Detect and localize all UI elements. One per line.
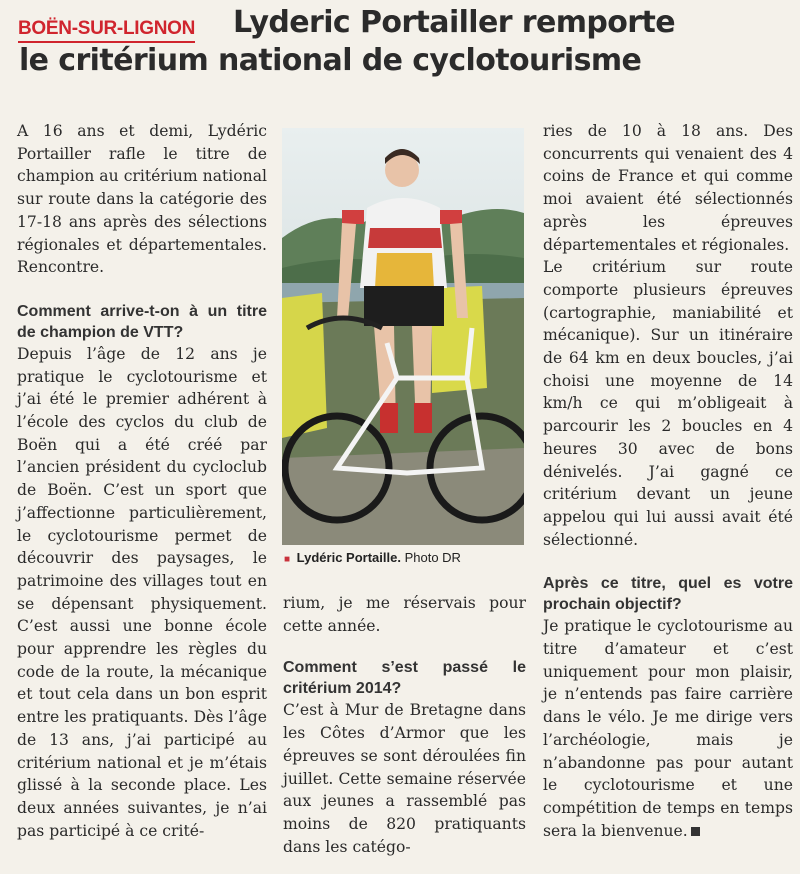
caption-credit: Photo DR [404, 550, 461, 565]
caption-marker-icon: ■ [284, 554, 291, 565]
kicker-location: BOËN-SUR-LIGNON [18, 18, 195, 43]
end-mark-icon [691, 827, 700, 836]
column-3 [543, 120, 793, 842]
answer-1-continued: rium, je me réservais pour cette année. [283, 594, 526, 635]
column-1 [17, 120, 267, 842]
question-2: Comment s’est passé le critérium 2014? [283, 659, 526, 698]
title-line-2: le critérium national de cyclotourisme [19, 43, 642, 78]
answer-1: Depuis l’âge de 12 ans je pratique le cyclotourisme et j’ai été le premier adhérent à l’école des cyclos du club de Boën qui a été créé par l’ancien président du cycloclub de Boën. C’est un sport que j’affectionne particulièrement, le cyclotourisme permet de découvrir des paysages, le patrimoine des villages tout en se dépensant physiquement. C’est aussi une bonne école pour apprendre les règles du code de la route, la mécanique et tout cela dans un bon esprit entre les pratiquants. Dès l’âge de 13 ans, j’ai participé au critérium national et je m’étais glissé à la seconde place. Les deux années suivantes, je n’ai pas participé à ce crité- [17, 344, 267, 840]
column-2 [283, 592, 526, 858]
photo-caption [284, 550, 461, 565]
caption-name: Lydéric Portaille. [296, 550, 401, 565]
answer-2-paragraph-2: Le critérium sur route comporte plusieurs épreuves (cartographie, maniabilité et mécanique). Sur un itinéraire de 64 km en deux boucles, j’ai choisi une moyenne de 14 km/h ce qui m’obligeait à parcourir les 2 boucles en 4 heures 30 avec de bons dénivelés. J’ai gagné ce critérium devant un jeune appelou qui lui aussi avait été sélectionné. [543, 258, 793, 549]
answer-3 [543, 615, 793, 842]
intro-paragraph: A 16 ans et demi, Lydéric Portailler rafle le titre de champion au critérium national sur route dans la catégorie des 17-18 ans après des sélections régionales et départementales. Rencontre. [17, 122, 267, 277]
title-line-1: Lyderic Portailler remporte [233, 5, 675, 40]
photo-cyclist [282, 128, 524, 545]
question-1: Comment arrive-t-on à un titre de champion de VTT? [17, 302, 267, 341]
answer-2: C’est à Mur de Bretagne dans les Côtes d’Armor que les épreuves se sont déroulées fin juillet. Cette semaine réservée aux jeunes a rassemblé pas moins de 820 pratiquants dans les catégo- [283, 701, 526, 856]
answer-2-continued: ries de 10 à 18 ans. Des concurrents qui venaient des 4 coins de France et qui comme moi avaient été sélectionnés après les épreuves départementales et régionales. [543, 122, 793, 254]
question-3: Après ce titre, quel es votre prochain objectif? [543, 575, 793, 614]
answer-3-text: Je pratique le cyclotourisme au titre d’amateur et c’est uniquement pour mon plaisir, je n’entends pas faire carrière dans le vélo. Je me dirige vers l’archéologie, mais je n’abandonne pas pour autant le cyclotourisme et une compétition de temps en temps sera la bienvenue. [543, 617, 793, 840]
